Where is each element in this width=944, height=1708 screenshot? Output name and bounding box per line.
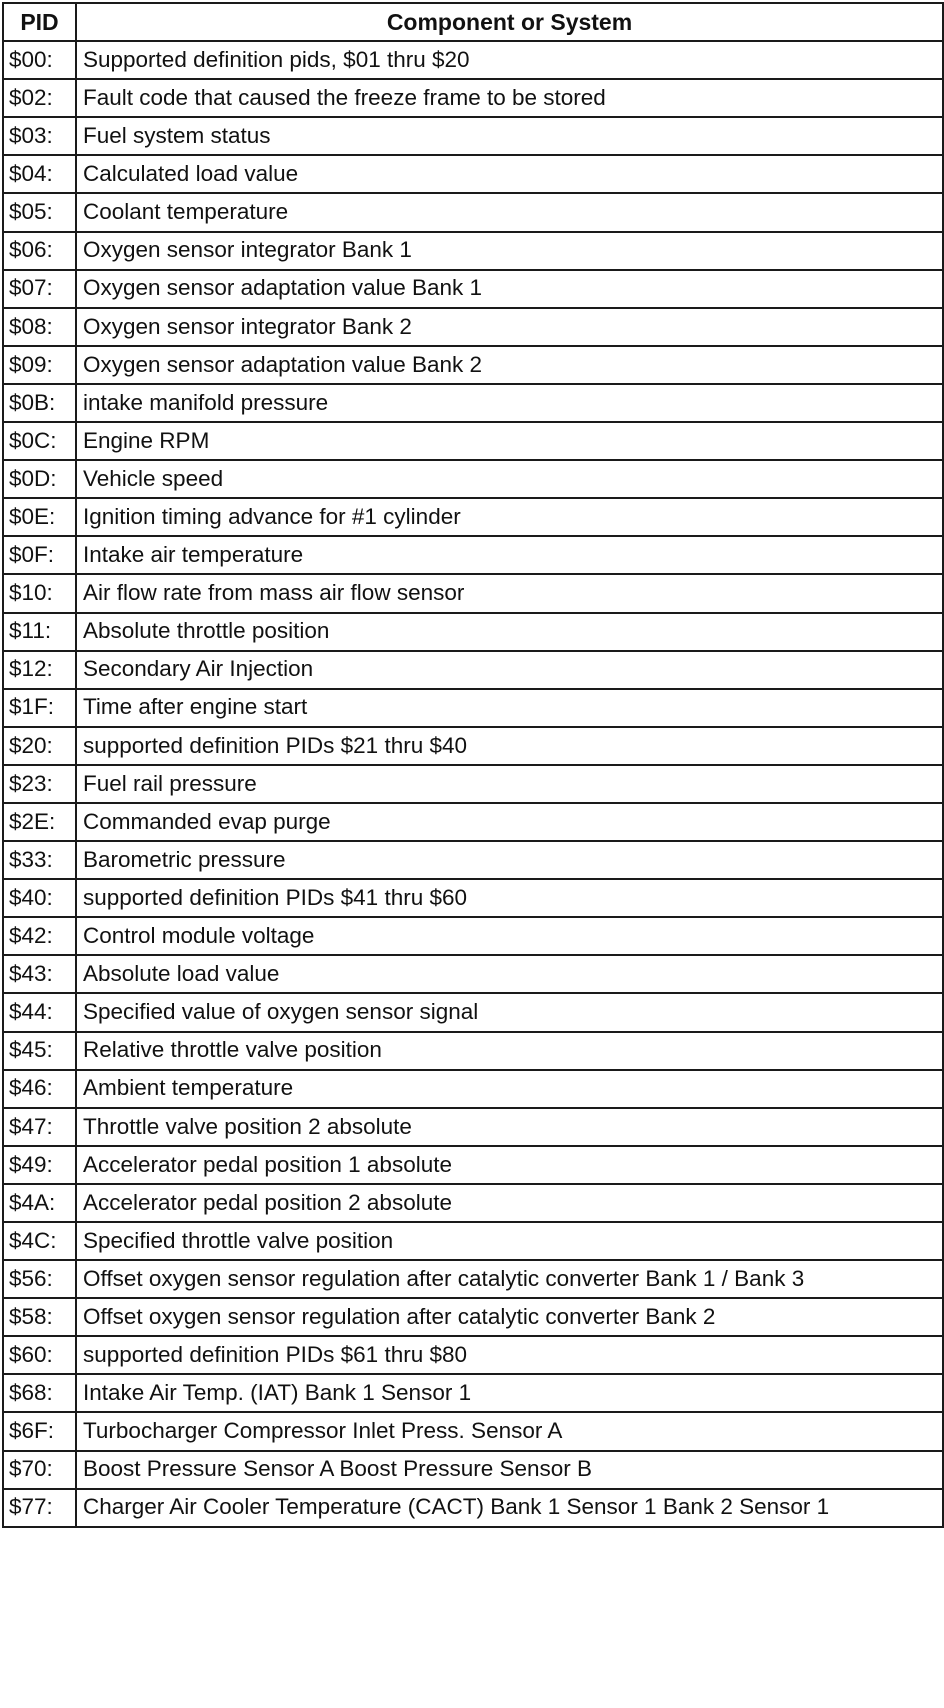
pid-cell: $05: [3,193,76,231]
table-row [3,1032,943,1070]
component-cell: Intake Air Temp. (IAT) Bank 1 Sensor 1 [76,1374,943,1412]
component-cell: Absolute throttle position [76,613,943,651]
pid-cell: $4C: [3,1222,76,1260]
table-row [3,1489,943,1527]
component-cell: Boost Pressure Sensor A Boost Pressure Sensor B [76,1451,943,1489]
pid-cell: $56: [3,1260,76,1298]
table-row [3,155,943,193]
component-cell: Coolant temperature [76,193,943,231]
pid-cell: $60: [3,1336,76,1374]
table-row [3,1184,943,1222]
pid-cell: $68: [3,1374,76,1412]
table-row [3,917,943,955]
component-cell: Oxygen sensor integrator Bank 2 [76,308,943,346]
pid-cell: $08: [3,308,76,346]
pid-cell: $45: [3,1032,76,1070]
pid-cell: $4A: [3,1184,76,1222]
component-cell: Barometric pressure [76,841,943,879]
table-row [3,270,943,308]
table-row [3,422,943,460]
component-cell: Ambient temperature [76,1070,943,1108]
table-row [3,117,943,155]
component-cell: Offset oxygen sensor regulation after catalytic converter Bank 1 / Bank 3 [76,1260,943,1298]
component-cell: supported definition PIDs $21 thru $40 [76,727,943,765]
component-cell: Specified value of oxygen sensor signal [76,993,943,1031]
table-row [3,1412,943,1450]
table-row [3,803,943,841]
table-row [3,727,943,765]
pid-cell: $0D: [3,460,76,498]
component-cell: Oxygen sensor adaptation value Bank 2 [76,346,943,384]
component-cell: Accelerator pedal position 1 absolute [76,1146,943,1184]
pid-cell: $42: [3,917,76,955]
component-cell: Vehicle speed [76,460,943,498]
pid-cell: $0F: [3,536,76,574]
pid-cell: $12: [3,651,76,689]
component-cell: Absolute load value [76,955,943,993]
pid-cell: $07: [3,270,76,308]
table-row [3,384,943,422]
component-cell: supported definition PIDs $41 thru $60 [76,879,943,917]
table-row [3,574,943,612]
component-cell: Control module voltage [76,917,943,955]
pid-cell: $0E: [3,498,76,536]
table-row [3,1451,943,1489]
component-cell: Throttle valve position 2 absolute [76,1108,943,1146]
pid-cell: $58: [3,1298,76,1336]
pid-cell: $44: [3,993,76,1031]
table-row [3,689,943,727]
pid-cell: $0C: [3,422,76,460]
component-cell: Specified throttle valve position [76,1222,943,1260]
component-cell: Calculated load value [76,155,943,193]
pid-cell: $33: [3,841,76,879]
pid-cell: $09: [3,346,76,384]
pid-table [2,2,944,1528]
component-cell: Fault code that caused the freeze frame to be stored [76,79,943,117]
pid-cell: $40: [3,879,76,917]
component-cell: Fuel system status [76,117,943,155]
table-row [3,1222,943,1260]
table-row [3,193,943,231]
component-cell: Intake air temperature [76,536,943,574]
table-row [3,460,943,498]
table-row [3,841,943,879]
table-row [3,1146,943,1184]
pid-cell: $10: [3,574,76,612]
component-cell: Relative throttle valve position [76,1032,943,1070]
table-row [3,498,943,536]
pid-cell: $0B: [3,384,76,422]
pid-cell: $6F: [3,1412,76,1450]
component-cell: supported definition PIDs $61 thru $80 [76,1336,943,1374]
pid-cell: $47: [3,1108,76,1146]
pid-cell: $2E: [3,803,76,841]
pid-cell: $04: [3,155,76,193]
component-cell: Time after engine start [76,689,943,727]
component-cell: Engine RPM [76,422,943,460]
table-row [3,651,943,689]
pid-cell: $23: [3,765,76,803]
table-row [3,955,943,993]
component-cell: Commanded evap purge [76,803,943,841]
table-row [3,993,943,1031]
component-cell: Fuel rail pressure [76,765,943,803]
component-cell: Turbocharger Compressor Inlet Press. Sensor A [76,1412,943,1450]
table-row [3,308,943,346]
component-cell: Charger Air Cooler Temperature (CACT) Bank 1 Sensor 1 Bank 2 Sensor 1 [76,1489,943,1527]
component-cell: Accelerator pedal position 2 absolute [76,1184,943,1222]
pid-cell: $49: [3,1146,76,1184]
pid-cell: $70: [3,1451,76,1489]
pid-column-header: PID [3,3,76,41]
table-row [3,613,943,651]
pid-cell: $11: [3,613,76,651]
table-row [3,1336,943,1374]
table-row [3,1298,943,1336]
pid-cell: $77: [3,1489,76,1527]
pid-cell: $02: [3,79,76,117]
table-row [3,879,943,917]
table-row [3,536,943,574]
component-cell: Secondary Air Injection [76,651,943,689]
table-row [3,1374,943,1412]
table-header-row [3,3,943,41]
table-row [3,765,943,803]
table-row [3,346,943,384]
pid-cell: $1F: [3,689,76,727]
table-row [3,1260,943,1298]
table-row [3,79,943,117]
pid-cell: $06: [3,232,76,270]
component-column-header: Component or System [76,3,943,41]
pid-cell: $00: [3,41,76,79]
pid-cell: $20: [3,727,76,765]
table-body [3,41,943,1527]
table-row [3,41,943,79]
component-cell: Supported definition pids, $01 thru $20 [76,41,943,79]
component-cell: Oxygen sensor adaptation value Bank 1 [76,270,943,308]
table-row [3,1070,943,1108]
component-cell: intake manifold pressure [76,384,943,422]
component-cell: Oxygen sensor integrator Bank 1 [76,232,943,270]
pid-cell: $03: [3,117,76,155]
pid-table-container [2,2,942,1528]
component-cell: Offset oxygen sensor regulation after catalytic converter Bank 2 [76,1298,943,1336]
pid-cell: $46: [3,1070,76,1108]
table-row [3,1108,943,1146]
component-cell: Ignition timing advance for #1 cylinder [76,498,943,536]
pid-cell: $43: [3,955,76,993]
component-cell: Air flow rate from mass air flow sensor [76,574,943,612]
table-row [3,232,943,270]
